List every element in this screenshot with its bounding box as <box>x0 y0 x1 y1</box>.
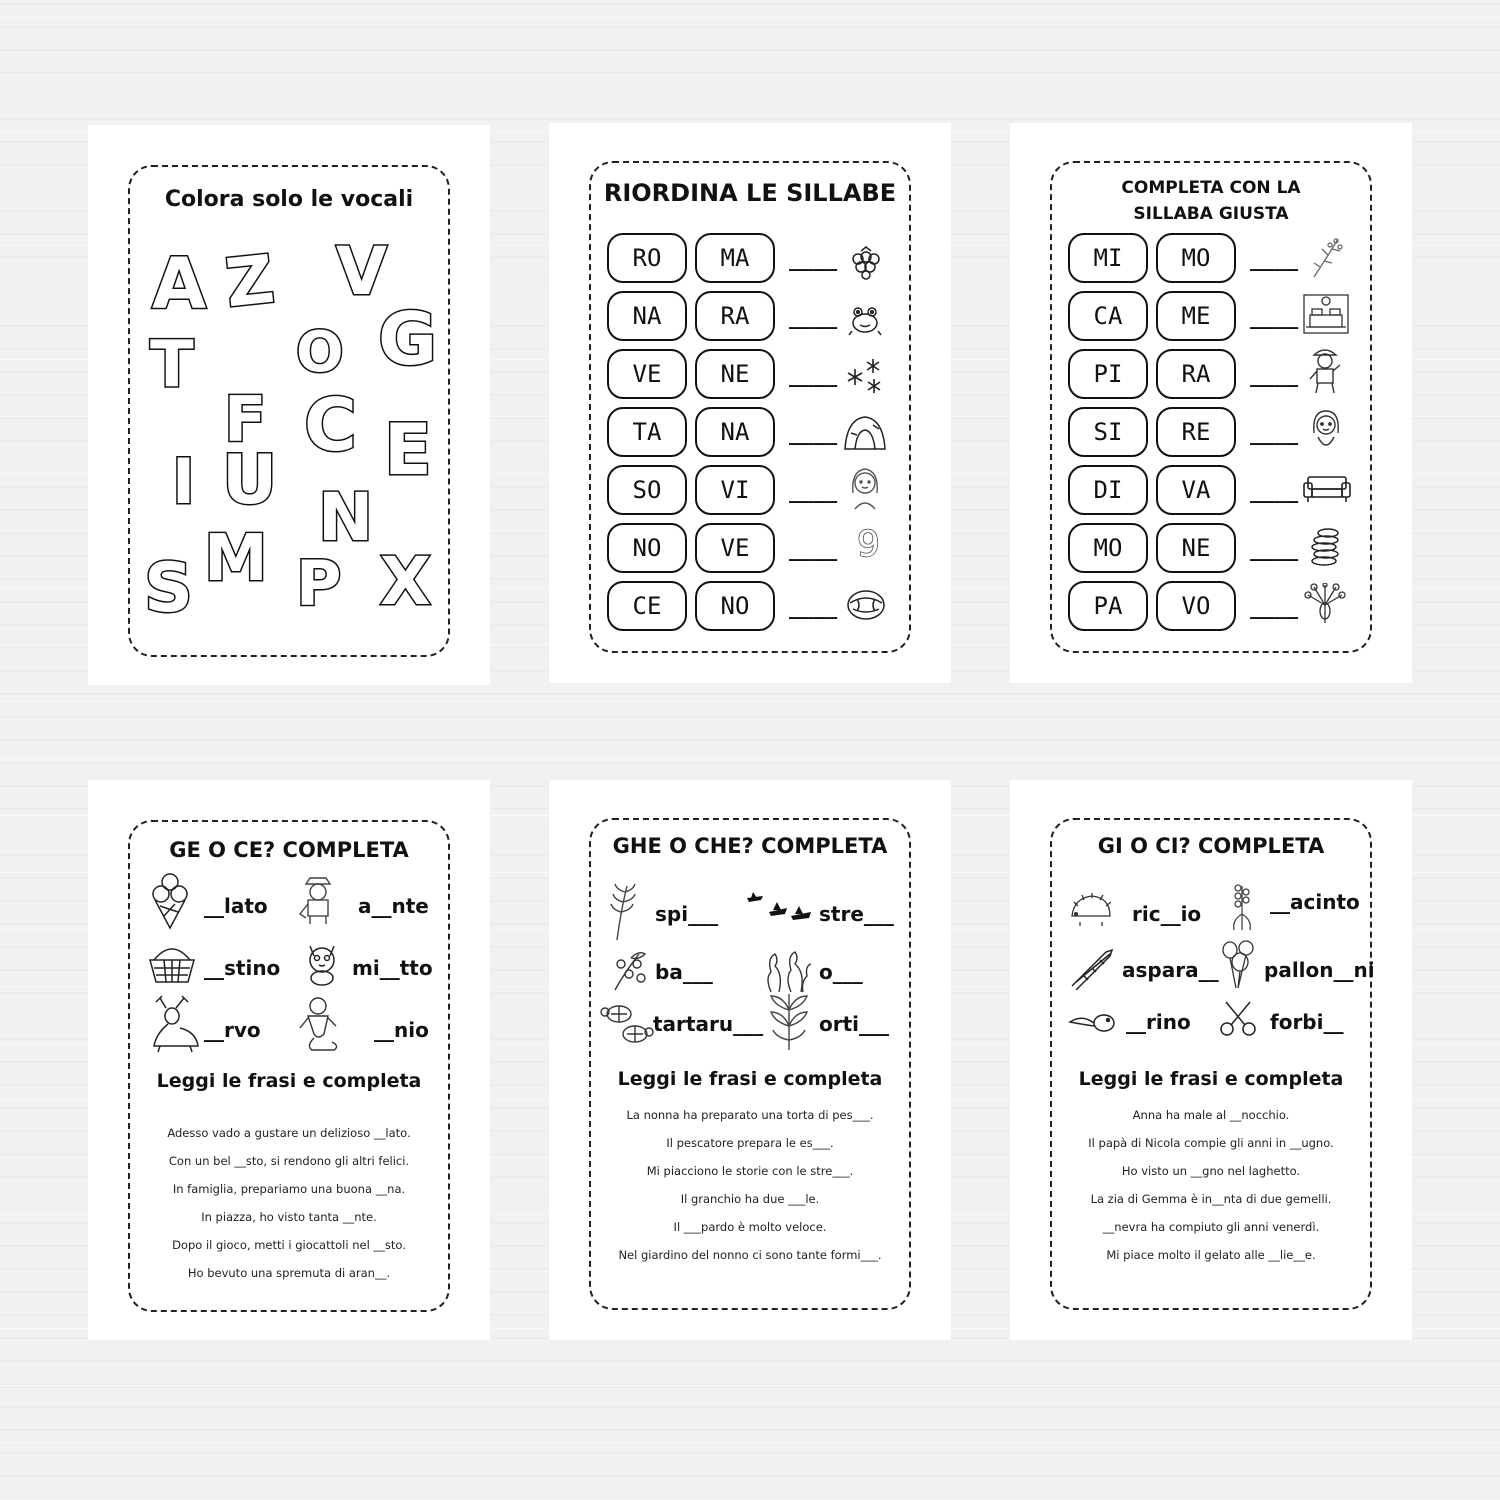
word-blank: __lato <box>204 894 268 918</box>
answer-blank: ____ <box>789 363 838 387</box>
word-blank: mi__tto <box>352 956 433 980</box>
answer-blank: ____ <box>1250 537 1299 561</box>
worksheet-complete-syllable <box>1010 123 1412 683</box>
section-subtitle: Leggi le frasi e completa <box>156 1070 422 1092</box>
letter-m: M <box>204 522 268 596</box>
word-blank: __nio <box>374 1018 429 1042</box>
sentence: La nonna ha preparato una torta di pes___. <box>626 1108 874 1122</box>
word-blank: __rvo <box>204 1018 261 1042</box>
sentence: Ho bevuto una spremuta di aran__. <box>187 1266 391 1280</box>
mermaid-icon <box>1308 407 1344 451</box>
sentence: Nel giardino del nonno ci sono tante formi___. <box>618 1248 882 1262</box>
sentence: Mi piacciono le storie con le stre___. <box>646 1164 854 1178</box>
snowflakes-icon <box>843 355 885 395</box>
syllable-box: NO <box>607 523 687 573</box>
word-blank: __acinto <box>1270 890 1360 914</box>
syllable-box: CA <box>1068 291 1148 341</box>
word-blank: ba___ <box>655 960 713 984</box>
syllable-box: NE <box>1156 523 1236 573</box>
letter-z: Z <box>222 240 278 323</box>
worksheet-ge-ce <box>88 780 490 1340</box>
answer-blank: ____ <box>789 595 838 619</box>
syllable-box: NA <box>695 407 775 457</box>
hyacinth-icon <box>1228 880 1256 932</box>
answer-blank: ____ <box>789 305 838 329</box>
syllable-box: VE <box>695 523 775 573</box>
sentence: Il papà di Nicola compie gli anni in __ugno. <box>1088 1136 1334 1150</box>
worksheet-frame <box>589 161 911 653</box>
worksheet-reorder-syllables <box>549 123 951 683</box>
syllable-box: NE <box>695 349 775 399</box>
word-blank: spi___ <box>655 902 719 926</box>
syllable-box: PA <box>1068 581 1148 631</box>
syllable-box: SI <box>1068 407 1148 457</box>
page-title: GE O CE? COMPLETA <box>169 838 409 862</box>
letter-g: G <box>378 297 438 381</box>
sentence: La zia di Gemma è in__nta di due gemelli. <box>1090 1192 1332 1206</box>
worksheet-gi-ci <box>1010 780 1412 1340</box>
ice-cream-icon <box>150 872 190 930</box>
letter-t: T <box>150 328 194 402</box>
syllable-box: VA <box>1156 465 1236 515</box>
scissors-icon <box>1218 998 1258 1038</box>
page-title: GHE O CHE? COMPLETA <box>612 834 888 858</box>
word-blank: __rino <box>1126 1010 1191 1034</box>
word-blank: forbi__ <box>1270 1010 1344 1034</box>
letter-a: A <box>152 243 207 325</box>
page-title: COMPLETA CON LA SILLABA GIUSTA <box>1121 178 1301 224</box>
letter-i: I <box>172 445 196 518</box>
sentence: Il pescatore prepara le es___. <box>666 1136 834 1150</box>
sentence: Il ___pardo è molto veloce. <box>673 1220 827 1234</box>
syllable-box: SO <box>607 465 687 515</box>
worksheet-frame <box>128 820 450 1312</box>
letter-n: N <box>318 479 374 556</box>
balloons-icon <box>1218 940 1260 990</box>
hedgehog-icon <box>1068 892 1114 926</box>
berries-icon <box>609 948 649 994</box>
syllable-box: TA <box>607 407 687 457</box>
word-blank: __stino <box>204 956 281 980</box>
letter-o: O <box>296 320 344 385</box>
syllable-box: MO <box>1156 233 1236 283</box>
sentence: Dopo il gioco, metti i giocattoli nel __sto. <box>172 1238 406 1252</box>
worksheet-frame <box>1050 161 1372 653</box>
word-blank: aspara__ <box>1122 958 1219 982</box>
sentence: In piazza, ho visto tanta __nte. <box>201 1210 377 1224</box>
walnut-icon <box>845 585 887 623</box>
basket-icon <box>148 944 196 984</box>
letter-e: E <box>384 409 432 491</box>
syllable-box: CE <box>607 581 687 631</box>
sentence: Mi piace molto il gelato alle __lie__e. <box>1106 1248 1316 1262</box>
policeman-icon <box>298 874 338 926</box>
tadpole-icon <box>1066 1010 1116 1036</box>
syllable-box: PI <box>1068 349 1148 399</box>
syllable-box: DI <box>1068 465 1148 515</box>
pirate-icon <box>1306 345 1344 395</box>
syllable-box: RE <box>1156 407 1236 457</box>
genie-icon <box>296 994 342 1052</box>
worksheet-frame <box>128 165 450 657</box>
sentence: Con un bel __sto, si rendono gli altri felici. <box>168 1154 410 1168</box>
syllable-box: VO <box>1156 581 1236 631</box>
peacock-icon <box>1304 583 1346 625</box>
answer-blank: ____ <box>1250 479 1299 503</box>
answer-blank: ____ <box>789 537 838 561</box>
word-blank: o___ <box>819 960 863 984</box>
wheat-icon <box>607 880 643 942</box>
turtles-icon <box>599 1000 655 1048</box>
word-blank: ric__io <box>1132 902 1202 926</box>
nettle-icon <box>767 990 811 1052</box>
letter-x: X <box>380 543 431 620</box>
letter-c: C <box>304 383 357 467</box>
answer-blank: ____ <box>1250 421 1299 445</box>
syllable-box: MO <box>1068 523 1148 573</box>
raspberry-icon <box>847 245 885 281</box>
sentence: Il granchio ha due ___le. <box>680 1192 820 1206</box>
sofa-icon <box>1302 475 1352 503</box>
page-title: Colora solo le vocali <box>164 187 414 212</box>
syllable-box: ME <box>1156 291 1236 341</box>
syllable-box: NA <box>607 291 687 341</box>
deer-icon <box>146 994 206 1054</box>
letter-f: F <box>224 383 267 456</box>
worksheet-frame <box>1050 818 1375 1310</box>
syllable-box: MI <box>1068 233 1148 283</box>
worksheet-frame <box>589 818 911 1310</box>
syllable-box: VE <box>607 349 687 399</box>
word-blank: orti___ <box>819 1012 890 1036</box>
word-blank: stre___ <box>819 902 894 926</box>
answer-blank: ____ <box>1250 363 1299 387</box>
worksheet-vowels <box>88 125 490 685</box>
page-title: GI O CI? COMPLETA <box>1097 834 1325 858</box>
word-blank: pallon__ni <box>1264 958 1375 982</box>
syllable-box: RA <box>1156 349 1236 399</box>
sentence: __nevra ha compiuto gli anni venerdì. <box>1102 1220 1320 1234</box>
girl-icon <box>847 465 883 511</box>
page-title: RIORDINA LE SILLABE <box>603 179 897 207</box>
syllable-box: MA <box>695 233 775 283</box>
letter-v: V <box>336 233 388 310</box>
letter-p: P <box>296 547 342 620</box>
syllable-box: RO <box>607 233 687 283</box>
sentence: In famiglia, prepariamo una buona __na. <box>172 1182 406 1196</box>
asparagus-icon <box>1070 946 1118 990</box>
cave-icon <box>843 413 887 451</box>
answer-blank: ____ <box>789 421 838 445</box>
frog-icon <box>847 303 883 337</box>
answer-blank: ____ <box>1250 305 1299 329</box>
syllable-box: RA <box>695 291 775 341</box>
sentence: Ho visto un __gno nel laghetto. <box>1121 1164 1301 1178</box>
answer-blank: ____ <box>1250 595 1299 619</box>
answer-blank: ____ <box>789 479 838 503</box>
word-blank: tartaru___ <box>653 1012 764 1036</box>
word-blank: a__nte <box>358 894 429 918</box>
section-subtitle: Leggi le frasi e completa <box>1078 1068 1344 1090</box>
letter-u: U <box>222 441 278 520</box>
sentence: Anna ha male al __nocchio. <box>1132 1108 1290 1122</box>
number-nine-icon: 9 <box>857 524 880 565</box>
answer-blank: ____ <box>1250 247 1299 271</box>
answer-blank: ____ <box>789 247 838 271</box>
bedroom-icon <box>1302 291 1350 335</box>
kitten-icon <box>302 940 342 986</box>
letter-s: S <box>144 549 193 628</box>
section-subtitle: Leggi le frasi e completa <box>617 1068 883 1090</box>
mimosa-icon <box>1310 235 1344 279</box>
sentence: Adesso vado a gustare un delizioso __lato. <box>167 1126 411 1140</box>
witches-icon <box>743 890 815 924</box>
geese-icon <box>761 948 815 994</box>
syllable-box: VI <box>695 465 775 515</box>
coins-icon <box>1308 527 1344 567</box>
syllable-box: NO <box>695 581 775 631</box>
worksheet-ghe-che <box>549 780 951 1340</box>
